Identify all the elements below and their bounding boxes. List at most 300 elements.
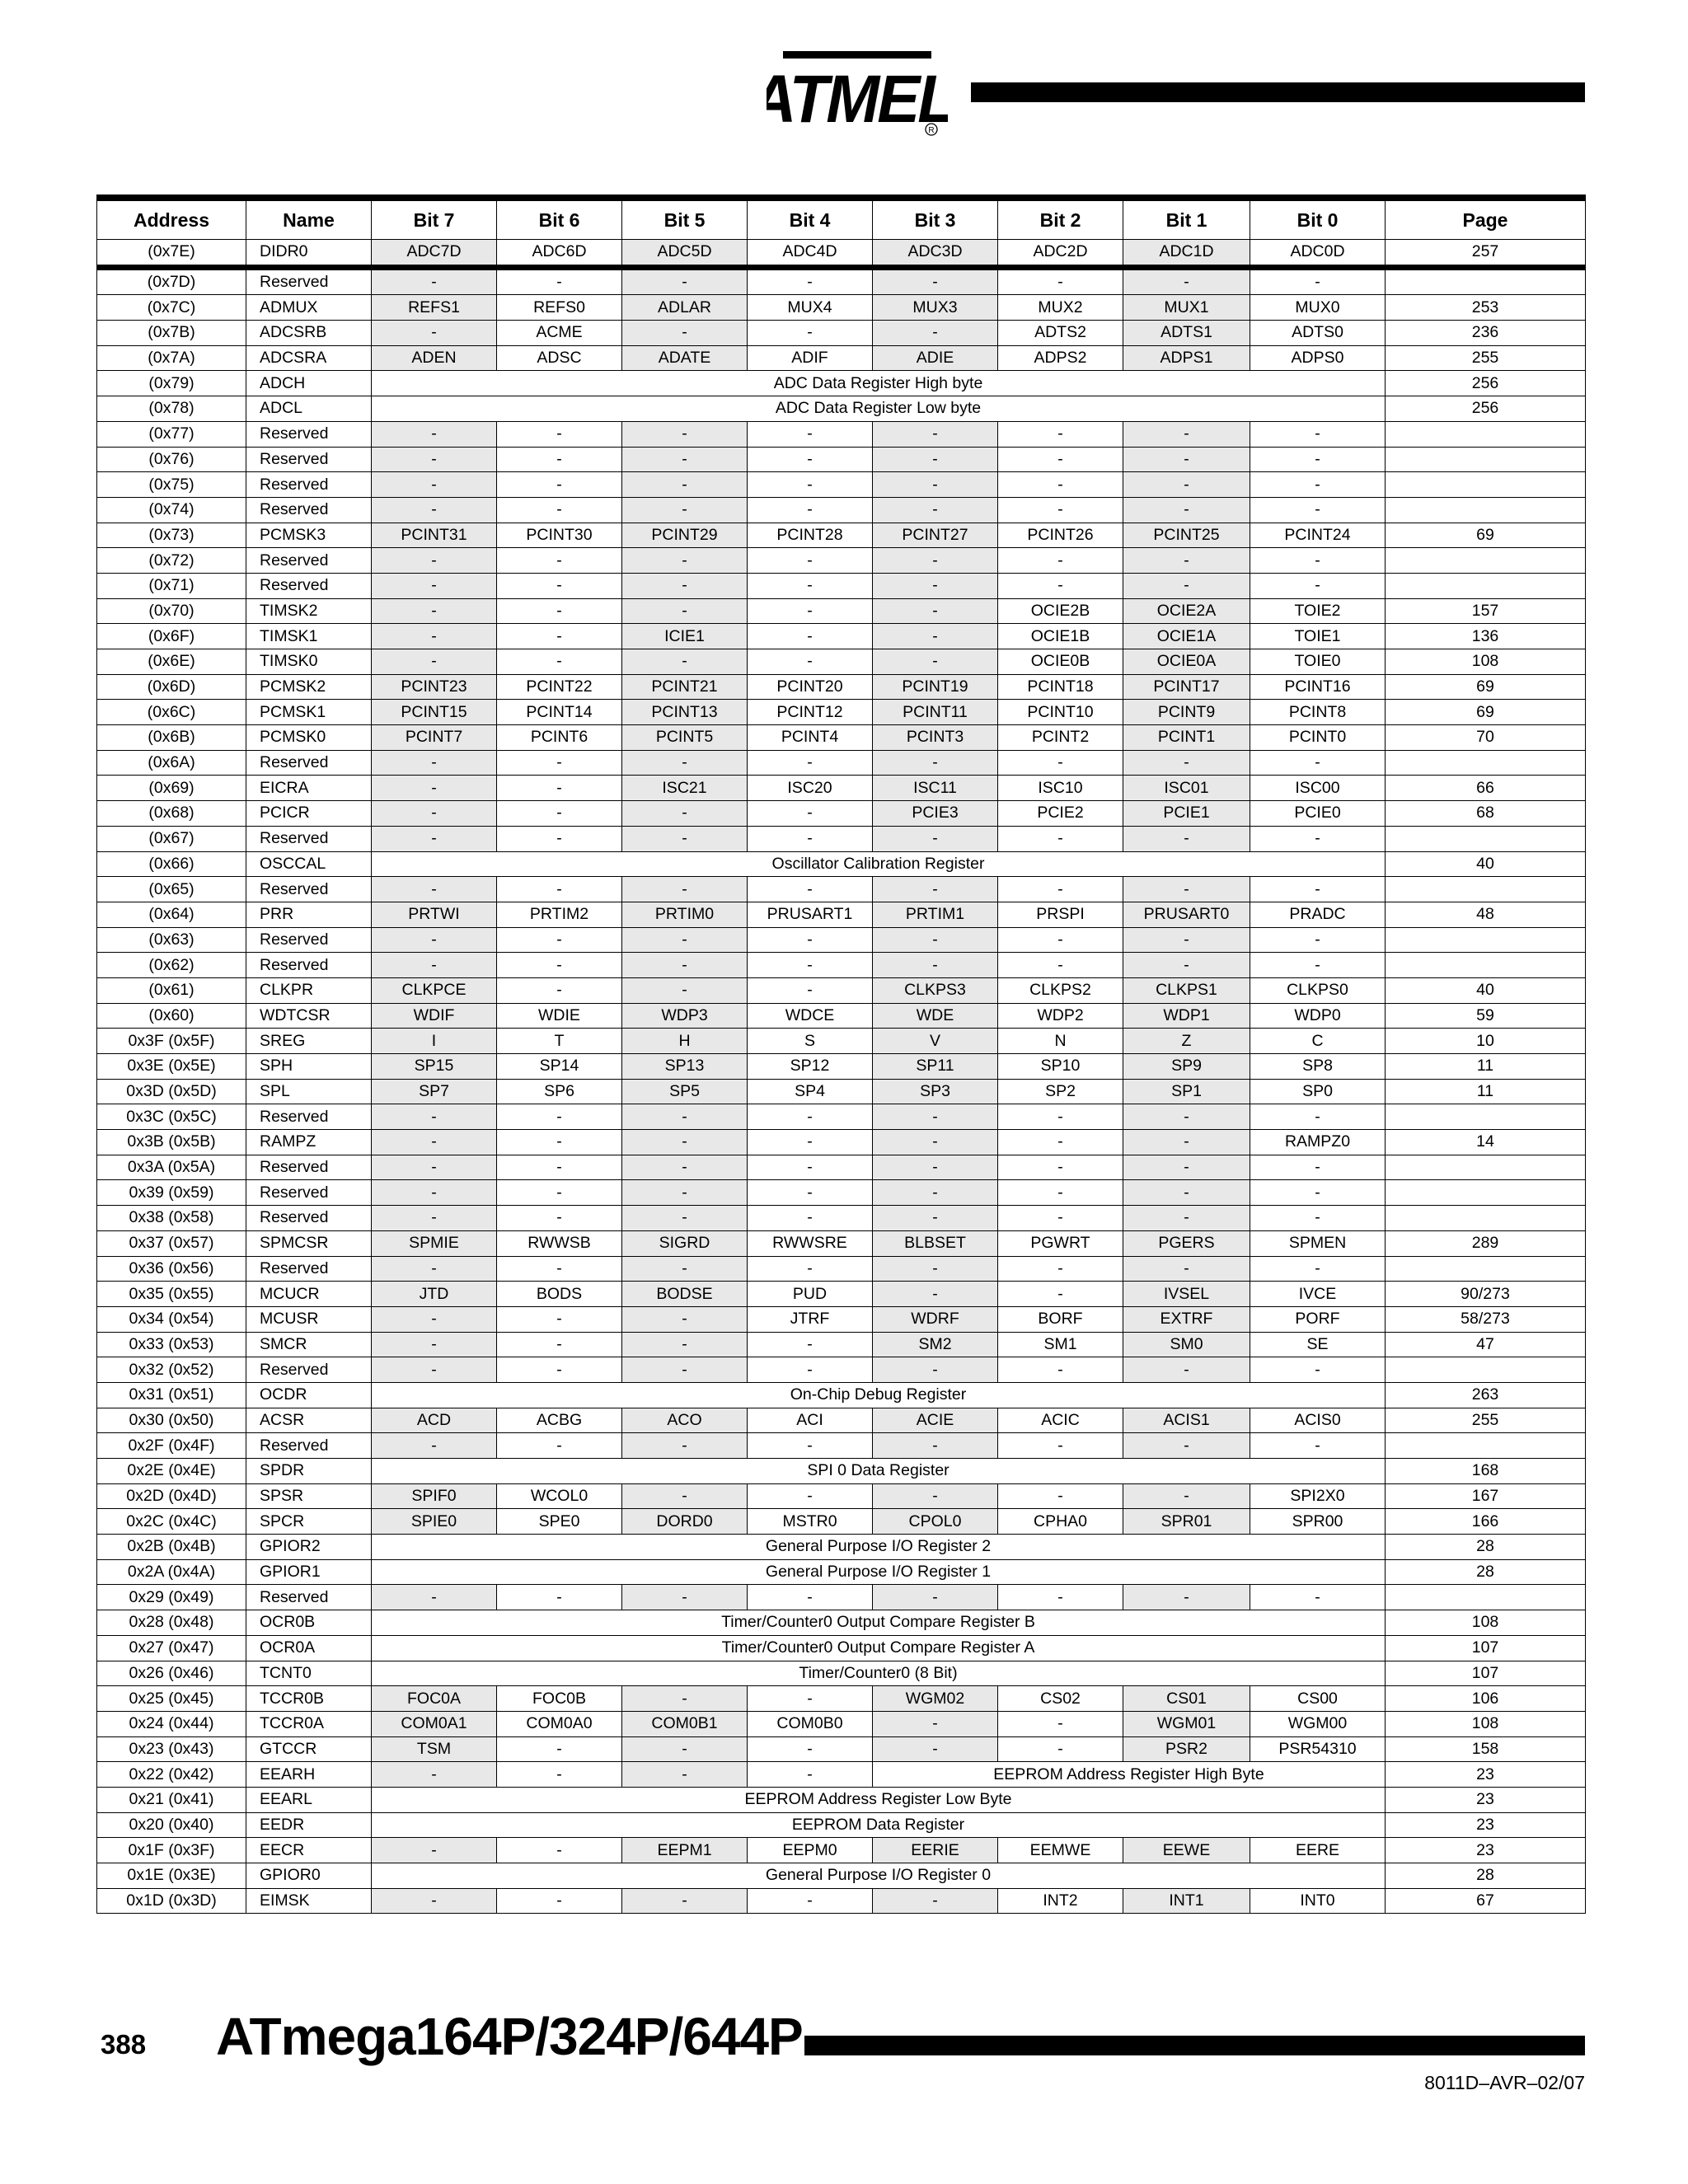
register-name-cell: Reserved <box>246 826 372 851</box>
register-name-cell: GPIOR1 <box>246 1559 372 1585</box>
bit-cell: - <box>748 421 873 447</box>
bit-cell: SP13 <box>622 1054 748 1080</box>
bit-cell: - <box>748 801 873 827</box>
bit-cell: - <box>497 1433 622 1459</box>
address-cell: (0x75) <box>97 472 246 498</box>
bit-cell: PCINT29 <box>622 523 748 548</box>
address-cell: 0x27 (0x47) <box>97 1635 246 1661</box>
bit-cell: OCIE1A <box>1123 624 1250 649</box>
bit-cell: - <box>873 1180 998 1206</box>
register-name-cell: SPH <box>246 1054 372 1080</box>
bit-cell: - <box>873 1483 998 1509</box>
bit-cell: PCINT1 <box>1123 725 1250 751</box>
bit-cell: - <box>1123 1104 1250 1130</box>
bit-cell: - <box>372 548 497 574</box>
bit-cell: ADPS0 <box>1250 345 1386 371</box>
address-cell: 0x37 (0x57) <box>97 1230 246 1256</box>
page-ref-cell <box>1386 1585 1586 1610</box>
register-span-cell: EEPROM Address Register Low Byte <box>372 1787 1386 1812</box>
table-row <box>97 1357 1586 1383</box>
register-span-cell: Timer/Counter0 Output Compare Register A <box>372 1635 1386 1661</box>
bit-cell: S <box>748 1029 873 1054</box>
bit-cell: - <box>998 447 1123 472</box>
bit-cell: PCINT4 <box>748 725 873 751</box>
bit-cell: ADC7D <box>372 240 497 268</box>
bit-cell: - <box>998 1155 1123 1180</box>
bit-cell: - <box>1250 1357 1386 1383</box>
bit-cell: - <box>873 548 998 574</box>
table-row <box>97 927 1586 953</box>
bit-cell: - <box>873 1256 998 1282</box>
address-cell: 0x22 (0x42) <box>97 1762 246 1788</box>
bit-cell: - <box>748 1332 873 1357</box>
bit-cell: - <box>497 1357 622 1383</box>
page-ref-cell: 23 <box>1386 1762 1586 1788</box>
bit-cell: PCINT5 <box>622 725 748 751</box>
page-ref-cell: 263 <box>1386 1382 1586 1408</box>
bit-cell: - <box>497 877 622 902</box>
bit-cell: - <box>1250 421 1386 447</box>
bit-cell: PCINT6 <box>497 725 622 751</box>
register-name-cell: Reserved <box>246 927 372 953</box>
bit-cell: - <box>497 267 622 295</box>
address-cell: 0x20 (0x40) <box>97 1812 246 1838</box>
bit-cell: SP7 <box>372 1079 497 1104</box>
bit-cell: OCIE0B <box>998 649 1123 675</box>
register-name-cell: ADCSRB <box>246 321 372 346</box>
bit-cell: WDP1 <box>1123 1003 1250 1029</box>
bit-cell: OCIE2B <box>998 598 1123 624</box>
register-name-cell: GPIOR2 <box>246 1535 372 1560</box>
table-row <box>97 371 1586 396</box>
table-row <box>97 1408 1586 1433</box>
bit-cell: RAMPZ0 <box>1250 1130 1386 1155</box>
register-name-cell: SPL <box>246 1079 372 1104</box>
register-name-cell: SPMCSR <box>246 1230 372 1256</box>
bit-cell: - <box>497 1838 622 1863</box>
svg-text:R: R <box>928 126 935 135</box>
bit-cell: - <box>372 877 497 902</box>
bit-cell: ACIE <box>873 1408 998 1433</box>
address-cell: 0x29 (0x49) <box>97 1585 246 1610</box>
register-name-cell: Reserved <box>246 1206 372 1231</box>
bit-cell: ADTS0 <box>1250 321 1386 346</box>
bit-cell: - <box>748 1104 873 1130</box>
bit-cell: - <box>873 1736 998 1762</box>
table-body <box>97 240 1586 1914</box>
bit-cell: PCIE3 <box>873 801 998 827</box>
bit-cell: FOC0A <box>372 1686 497 1712</box>
table-row <box>97 267 1586 295</box>
bit-cell: WGM00 <box>1250 1711 1386 1736</box>
address-cell: 0x1F (0x3F) <box>97 1838 246 1863</box>
bit-cell: - <box>622 573 748 598</box>
bit-cell: - <box>873 624 998 649</box>
register-name-cell: EEARH <box>246 1762 372 1788</box>
table-row <box>97 1230 1586 1256</box>
bit-cell: ACI <box>748 1408 873 1433</box>
table-row <box>97 1585 1586 1610</box>
address-cell: 0x2E (0x4E) <box>97 1459 246 1484</box>
bit-cell: C <box>1250 1029 1386 1054</box>
bit-cell: - <box>1123 927 1250 953</box>
bit-cell: PCINT16 <box>1250 674 1386 700</box>
table-row <box>97 776 1586 801</box>
bit-cell: - <box>372 1332 497 1357</box>
bit-cell: - <box>622 1762 748 1788</box>
address-cell: (0x6E) <box>97 649 246 675</box>
page-ref-cell: 68 <box>1386 801 1586 827</box>
bit-cell: ADEN <box>372 345 497 371</box>
bit-cell: OCIE0A <box>1123 649 1250 675</box>
bit-cell: PCINT21 <box>622 674 748 700</box>
page-ref-cell: 108 <box>1386 1610 1586 1636</box>
table-row <box>97 1180 1586 1206</box>
register-name-cell: Reserved <box>246 750 372 776</box>
bit-cell: SPR00 <box>1250 1509 1386 1535</box>
address-cell: 0x3A (0x5A) <box>97 1155 246 1180</box>
bit-cell: WDIF <box>372 1003 497 1029</box>
bit-cell: SP3 <box>873 1079 998 1104</box>
bit-cell: - <box>372 953 497 978</box>
bit-cell: - <box>1123 267 1250 295</box>
bit-cell: SP9 <box>1123 1054 1250 1080</box>
bit-cell: - <box>748 1762 873 1788</box>
bit-cell: - <box>622 1206 748 1231</box>
bit-cell: JTRF <box>748 1306 873 1332</box>
address-cell: 0x3E (0x5E) <box>97 1054 246 1080</box>
bit-cell: - <box>873 1888 998 1914</box>
bit-cell: INT0 <box>1250 1888 1386 1914</box>
table-row <box>97 1711 1586 1736</box>
bit-cell: - <box>1250 1585 1386 1610</box>
bit-cell: - <box>1250 472 1386 498</box>
table-row <box>97 321 1586 346</box>
register-name-cell: SPSR <box>246 1483 372 1509</box>
bit-cell: WCOL0 <box>497 1483 622 1509</box>
bit-cell: - <box>1250 927 1386 953</box>
bit-cell: SP15 <box>372 1054 497 1080</box>
bit-cell: - <box>497 1155 622 1180</box>
column-header: Bit 3 <box>873 198 998 240</box>
page-ref-cell: 23 <box>1386 1838 1586 1863</box>
bit-cell: - <box>873 877 998 902</box>
bit-cell: - <box>1250 1433 1386 1459</box>
table-row <box>97 725 1586 751</box>
page-ref-cell: 59 <box>1386 1003 1586 1029</box>
bit-cell: ADC1D <box>1123 240 1250 268</box>
bit-cell: - <box>998 1256 1123 1282</box>
bit-cell: - <box>1250 826 1386 851</box>
bit-cell: - <box>748 321 873 346</box>
bit-cell: - <box>873 321 998 346</box>
bit-cell: PRTIM2 <box>497 902 622 927</box>
bit-cell: - <box>998 1130 1123 1155</box>
bit-cell: - <box>372 497 497 523</box>
bit-cell: ADSC <box>497 345 622 371</box>
register-span-cell: General Purpose I/O Register 0 <box>372 1863 1386 1889</box>
register-name-cell: Reserved <box>246 1256 372 1282</box>
page-ref-cell: 106 <box>1386 1686 1586 1712</box>
page-ref-cell <box>1386 573 1586 598</box>
table-row <box>97 295 1586 321</box>
register-name-cell: Reserved <box>246 1585 372 1610</box>
table-row <box>97 674 1586 700</box>
table-row <box>97 1535 1586 1560</box>
bit-cell: - <box>497 624 622 649</box>
address-cell: 0x1D (0x3D) <box>97 1888 246 1914</box>
bit-cell: - <box>1123 497 1250 523</box>
bit-cell: JTD <box>372 1282 497 1307</box>
bit-cell: - <box>497 1306 622 1332</box>
bit-cell: - <box>1123 548 1250 574</box>
bit-cell: - <box>748 548 873 574</box>
bit-cell: PCINT2 <box>998 725 1123 751</box>
bit-cell: WDIE <box>497 1003 622 1029</box>
bit-cell: - <box>873 447 998 472</box>
bit-cell: - <box>1123 573 1250 598</box>
bit-cell: SPMIE <box>372 1230 497 1256</box>
page-ref-cell <box>1386 750 1586 776</box>
bit-cell: PCINT27 <box>873 523 998 548</box>
register-name-cell: TIMSK0 <box>246 649 372 675</box>
register-name-cell: GTCCR <box>246 1736 372 1762</box>
bit-cell: - <box>1123 1433 1250 1459</box>
bit-cell: - <box>1250 573 1386 598</box>
page-ref-cell <box>1386 267 1586 295</box>
register-name-cell: Reserved <box>246 421 372 447</box>
register-name-cell: ADCL <box>246 396 372 422</box>
bit-cell: - <box>1250 447 1386 472</box>
table-row <box>97 1382 1586 1408</box>
bit-cell: - <box>873 750 998 776</box>
bit-cell: - <box>1250 267 1386 295</box>
register-name-cell: EIMSK <box>246 1888 372 1914</box>
bit-cell: CLKPS0 <box>1250 977 1386 1003</box>
register-name-cell: TIMSK1 <box>246 624 372 649</box>
bit-cell: PCIE1 <box>1123 801 1250 827</box>
bit-cell: - <box>622 1483 748 1509</box>
bit-cell: BORF <box>998 1306 1123 1332</box>
bit-cell: PRTWI <box>372 902 497 927</box>
bit-cell: - <box>1123 472 1250 498</box>
bit-cell: PCINT0 <box>1250 725 1386 751</box>
bit-cell: - <box>372 624 497 649</box>
bit-cell: MUX3 <box>873 295 998 321</box>
bit-cell: SP2 <box>998 1079 1123 1104</box>
bit-cell: PCINT31 <box>372 523 497 548</box>
bit-cell: ADC3D <box>873 240 998 268</box>
bit-cell: - <box>622 877 748 902</box>
bit-cell: - <box>1250 1104 1386 1130</box>
bit-cell: - <box>873 497 998 523</box>
bit-cell: PCINT26 <box>998 523 1123 548</box>
bit-cell: CLKPS1 <box>1123 977 1250 1003</box>
bit-cell: - <box>497 1130 622 1155</box>
bit-cell: - <box>873 421 998 447</box>
bit-cell: - <box>622 548 748 574</box>
bit-cell: - <box>497 598 622 624</box>
address-cell: 0x3F (0x5F) <box>97 1029 246 1054</box>
page-ref-cell: 90/273 <box>1386 1282 1586 1307</box>
page-ref-cell <box>1386 421 1586 447</box>
address-cell: 0x1E (0x3E) <box>97 1863 246 1889</box>
register-name-cell: Reserved <box>246 267 372 295</box>
bit-cell: - <box>372 1155 497 1180</box>
page-number: 388 <box>101 2029 147 2060</box>
bit-cell: - <box>748 598 873 624</box>
register-name-cell: Reserved <box>246 1104 372 1130</box>
bit-cell: - <box>497 1888 622 1914</box>
bit-cell: - <box>372 927 497 953</box>
page-ref-cell: 69 <box>1386 700 1586 725</box>
table-row <box>97 1635 1586 1661</box>
register-summary-table <box>96 194 1586 1914</box>
bit-cell: - <box>873 472 998 498</box>
bit-cell: BLBSET <box>873 1230 998 1256</box>
register-name-cell: Reserved <box>246 953 372 978</box>
table-row <box>97 801 1586 827</box>
register-name-cell: OCR0A <box>246 1635 372 1661</box>
bit-cell: - <box>998 877 1123 902</box>
bit-cell: - <box>1250 1155 1386 1180</box>
bit-cell: - <box>998 1585 1123 1610</box>
bit-cell: - <box>998 1206 1123 1231</box>
bit-cell: PORF <box>1250 1306 1386 1332</box>
bit-cell: - <box>622 1736 748 1762</box>
page-ref-cell: 256 <box>1386 371 1586 396</box>
register-name-cell: OCDR <box>246 1382 372 1408</box>
bit-cell: - <box>873 1104 998 1130</box>
bit-cell: - <box>873 1155 998 1180</box>
column-header: Page <box>1386 198 1586 240</box>
bit-cell: ACIS1 <box>1123 1408 1250 1433</box>
bit-cell: - <box>497 472 622 498</box>
page-ref-cell: 67 <box>1386 1888 1586 1914</box>
table-row <box>97 598 1586 624</box>
register-name-cell: TCCR0A <box>246 1711 372 1736</box>
bit-cell: - <box>622 1180 748 1206</box>
bit-cell: - <box>1123 421 1250 447</box>
table-row <box>97 977 1586 1003</box>
bit-cell: - <box>622 927 748 953</box>
address-cell: 0x3D (0x5D) <box>97 1079 246 1104</box>
footer-rule <box>804 2036 1585 2055</box>
table-row <box>97 1433 1586 1459</box>
bit-cell: - <box>622 1256 748 1282</box>
bit-cell: PCINT17 <box>1123 674 1250 700</box>
bit-cell: TOIE1 <box>1250 624 1386 649</box>
address-cell: 0x25 (0x45) <box>97 1686 246 1712</box>
page-ref-cell: 158 <box>1386 1736 1586 1762</box>
bit-cell: ISC01 <box>1123 776 1250 801</box>
address-cell: (0x63) <box>97 927 246 953</box>
address-cell: 0x24 (0x44) <box>97 1711 246 1736</box>
address-cell: (0x60) <box>97 1003 246 1029</box>
register-name-cell: ACSR <box>246 1408 372 1433</box>
bit-cell: CPOL0 <box>873 1509 998 1535</box>
bit-cell: - <box>622 1332 748 1357</box>
bit-cell: PRTIM1 <box>873 902 998 927</box>
bit-cell: - <box>998 927 1123 953</box>
bit-cell: - <box>622 1130 748 1155</box>
bit-cell: - <box>873 1130 998 1155</box>
bit-cell: CS01 <box>1123 1686 1250 1712</box>
bit-cell: - <box>748 750 873 776</box>
register-name-cell: Reserved <box>246 472 372 498</box>
table-row <box>97 624 1586 649</box>
address-cell: (0x74) <box>97 497 246 523</box>
register-name-cell: MCUCR <box>246 1282 372 1307</box>
bit-cell: - <box>372 1180 497 1206</box>
bit-cell: - <box>998 1736 1123 1762</box>
bit-cell: - <box>622 1104 748 1130</box>
bit-cell: - <box>622 1433 748 1459</box>
bit-cell: MUX0 <box>1250 295 1386 321</box>
bit-cell: T <box>497 1029 622 1054</box>
bit-cell: - <box>372 826 497 851</box>
bit-cell: ADPS1 <box>1123 345 1250 371</box>
table-row <box>97 1812 1586 1838</box>
register-name-cell: Reserved <box>246 1155 372 1180</box>
header-rule <box>971 82 1585 102</box>
register-name-cell: RAMPZ <box>246 1130 372 1155</box>
bit-cell: PCINT9 <box>1123 700 1250 725</box>
bit-cell: REFS1 <box>372 295 497 321</box>
column-header: Bit 4 <box>748 198 873 240</box>
table-row <box>97 1559 1586 1585</box>
bit-cell: - <box>1123 447 1250 472</box>
bit-cell: PCINT11 <box>873 700 998 725</box>
bit-cell: - <box>1123 826 1250 851</box>
register-name-cell: PCMSK2 <box>246 674 372 700</box>
bit-cell: PCINT24 <box>1250 523 1386 548</box>
bit-cell: MUX4 <box>748 295 873 321</box>
address-cell: (0x7D) <box>97 267 246 295</box>
bit-cell: SP14 <box>497 1054 622 1080</box>
bit-cell: - <box>622 267 748 295</box>
bit-cell: EEWE <box>1123 1838 1250 1863</box>
bit-cell: - <box>497 497 622 523</box>
address-cell: (0x6B) <box>97 725 246 751</box>
table-row <box>97 1130 1586 1155</box>
bit-cell: - <box>748 977 873 1003</box>
page-ref-cell: 40 <box>1386 851 1586 877</box>
page-ref-cell <box>1386 826 1586 851</box>
bit-cell: SP12 <box>748 1054 873 1080</box>
bit-cell: - <box>622 1686 748 1712</box>
address-cell: (0x7A) <box>97 345 246 371</box>
register-name-cell: WDTCSR <box>246 1003 372 1029</box>
address-cell: 0x21 (0x41) <box>97 1787 246 1812</box>
bit-cell: - <box>1123 877 1250 902</box>
bit-cell: OCIE1B <box>998 624 1123 649</box>
address-cell: (0x66) <box>97 851 246 877</box>
address-cell: (0x61) <box>97 977 246 1003</box>
bit-cell: CLKPCE <box>372 977 497 1003</box>
bit-cell: - <box>998 472 1123 498</box>
column-header: Address <box>97 198 246 240</box>
bit-cell: SPR01 <box>1123 1509 1250 1535</box>
bit-cell: - <box>497 1736 622 1762</box>
register-name-cell: EEDR <box>246 1812 372 1838</box>
address-cell: 0x33 (0x53) <box>97 1332 246 1357</box>
bit-cell: - <box>622 750 748 776</box>
bit-cell: ISC11 <box>873 776 998 801</box>
bit-cell: REFS0 <box>497 295 622 321</box>
bit-cell: - <box>1250 953 1386 978</box>
bit-cell: SPIE0 <box>372 1509 497 1535</box>
